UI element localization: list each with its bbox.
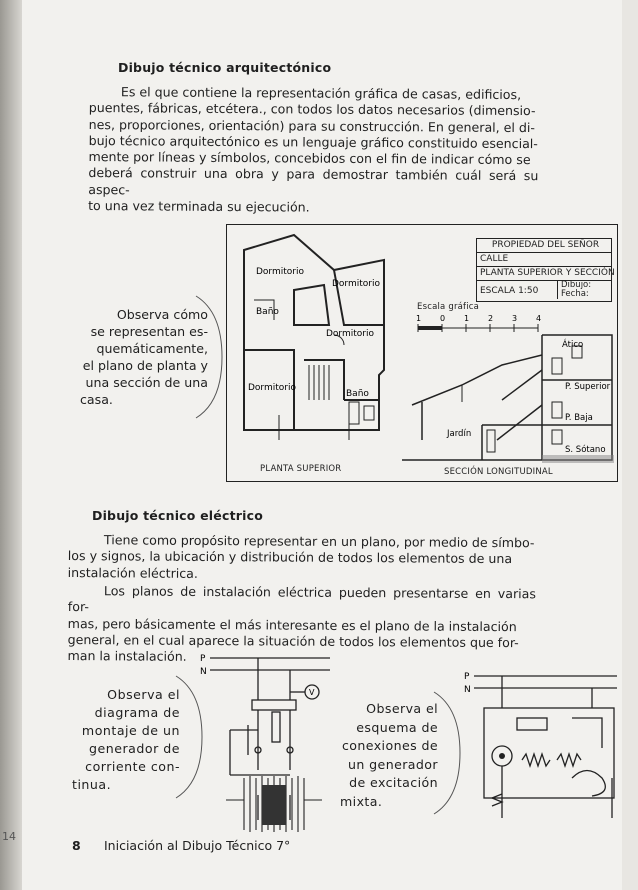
voltmeter-label: V — [309, 688, 315, 697]
bus-label-p-right: P — [464, 672, 470, 682]
plan-label-bano-1: Baño — [256, 307, 279, 317]
page — [22, 0, 622, 890]
paragraph-line: man la instalación. — [67, 648, 187, 665]
title-block-street: CALLE — [477, 253, 611, 267]
note-line: tinua. — [72, 777, 112, 792]
title-block-drawing: PLANTA SUPERIOR Y SECCIÓN — [477, 267, 611, 281]
section-label-superior: P. Superior — [565, 382, 611, 392]
title-block-fecha: Fecha: — [561, 289, 589, 299]
note-line: el plano de planta y — [82, 358, 208, 373]
note-line: conexiones de — [341, 738, 438, 753]
bus-label-p: P — [200, 654, 206, 664]
title-block-owner: PROPIEDAD DEL SEÑOR — [477, 239, 611, 253]
plan-label-dormitorio-2: Dormitorio — [332, 279, 380, 289]
note-line: casa. — [80, 392, 113, 407]
section-label-jardin: Jardín — [447, 429, 472, 439]
electrical-heading: Dibujo técnico eléctrico — [92, 508, 263, 523]
paragraph-line: los y signos, la ubicación y distribución de todos los elementos de una — [67, 548, 513, 567]
note-line: Observa el — [366, 701, 438, 716]
title-block-scale-row — [477, 281, 611, 301]
scale-tick-label: 0 — [440, 314, 446, 323]
footer-page-number: 8 — [72, 838, 81, 853]
plan-label-dormitorio-1: Dormitorio — [256, 267, 304, 277]
bus-label-n: N — [200, 667, 207, 677]
section-label-atico: Ático — [562, 340, 584, 350]
architectural-heading: Dibujo técnico arquitectónico — [118, 60, 332, 75]
plan-label-bano-2: Baño — [346, 389, 369, 399]
scale-tick-label: 3 — [512, 314, 518, 323]
footer-book-title: Iniciación al Dibujo Técnico 7° — [104, 838, 291, 853]
caption-section: SECCIÓN LONGITUDINAL — [444, 467, 553, 477]
scale-tick-label: 4 — [536, 314, 542, 323]
section-drawing — [402, 330, 614, 470]
section-label-sotano: S. Sótano — [565, 445, 606, 455]
title-block — [476, 238, 615, 302]
note-line: se representan es- — [90, 324, 208, 339]
page-edge-number: 14 — [2, 830, 16, 843]
graphic-scale-label: Escala gráfica — [417, 302, 480, 312]
book-spine — [0, 0, 22, 890]
plan-label-dormitorio-3: Dormitorio — [326, 329, 374, 339]
note-line: un generador — [347, 756, 438, 772]
note-line: una sección de una — [85, 375, 208, 390]
note-line: montaje de un — [81, 723, 180, 738]
plan-label-dormitorio-4: Dormitorio — [248, 383, 296, 393]
generator-mounting-diagram — [200, 650, 340, 840]
section-label-baja: P. Baja — [565, 413, 593, 423]
paragraph-line: general, en el cual aparece la situación de todos los elementos que for- — [67, 631, 519, 651]
paragraph-line: instalación eléctrica. — [67, 564, 198, 581]
note-line: de excitación — [349, 775, 438, 790]
paragraph-line: bujo técnico arquitectónico es un lenguaje gráfico constituido esencial- — [88, 132, 538, 152]
floor-plan-drawing — [234, 230, 394, 450]
scale-tick-label: 1 — [416, 314, 422, 323]
architectural-side-note — [78, 306, 208, 408]
scale-tick-label: 2 — [488, 314, 494, 323]
note-line: Observa cómo — [116, 307, 208, 322]
architectural-paragraph — [88, 84, 539, 218]
paragraph-line: Los planos de instalación eléctrica pueden presentarse en varias for- — [67, 583, 536, 615]
note-line: quemáticamente, — [96, 341, 208, 356]
title-block-scale: ESCALA 1:50 — [480, 286, 539, 296]
note-line: generador de — [89, 741, 180, 756]
paragraph-line: mas, pero básicamente el más interesante es el plano de la instalación — [67, 615, 517, 634]
mixed-excitation-scheme — [462, 668, 622, 838]
caption-plan: PLANTA SUPERIOR — [260, 464, 342, 474]
paragraph-line: puentes, fábricas, etcétera., con todos los datos necesarios (dimensio- — [88, 100, 536, 119]
electrical-paragraph-1 — [68, 532, 536, 584]
paragraph-line: to una vez terminada su ejecución. — [88, 198, 310, 215]
note-line: corriente con- — [85, 759, 180, 774]
electrical-note-left — [72, 686, 180, 794]
note-line: Observa el — [107, 687, 180, 702]
bus-label-n-right: N — [464, 685, 471, 695]
note-line: diagrama de — [94, 705, 180, 720]
paragraph-line: mente por líneas y símbolos, concebidos con el fin de indicar cómo se — [88, 149, 531, 168]
title-block-dibujo: Dibujo: — [561, 280, 592, 290]
paragraph-line: Tiene como propósito representar en un plano, por medio de símbo- — [103, 532, 535, 551]
paragraph-line: deberá construir una obra y para demostrar también cuál será su aspec- — [88, 165, 539, 198]
electrical-note-right — [340, 700, 438, 811]
paragraph-line: Es el que contiene la representación gráfica de casas, edificios, — [120, 84, 522, 103]
paragraph-line: nes, proporciones, orientación) para su construcción. En general, el di- — [88, 116, 536, 135]
title-block-signature-cell — [557, 281, 591, 299]
note-line: mixta. — [340, 793, 383, 809]
note-line: esquema de — [356, 719, 438, 735]
scale-tick-label: 1 — [464, 314, 470, 323]
